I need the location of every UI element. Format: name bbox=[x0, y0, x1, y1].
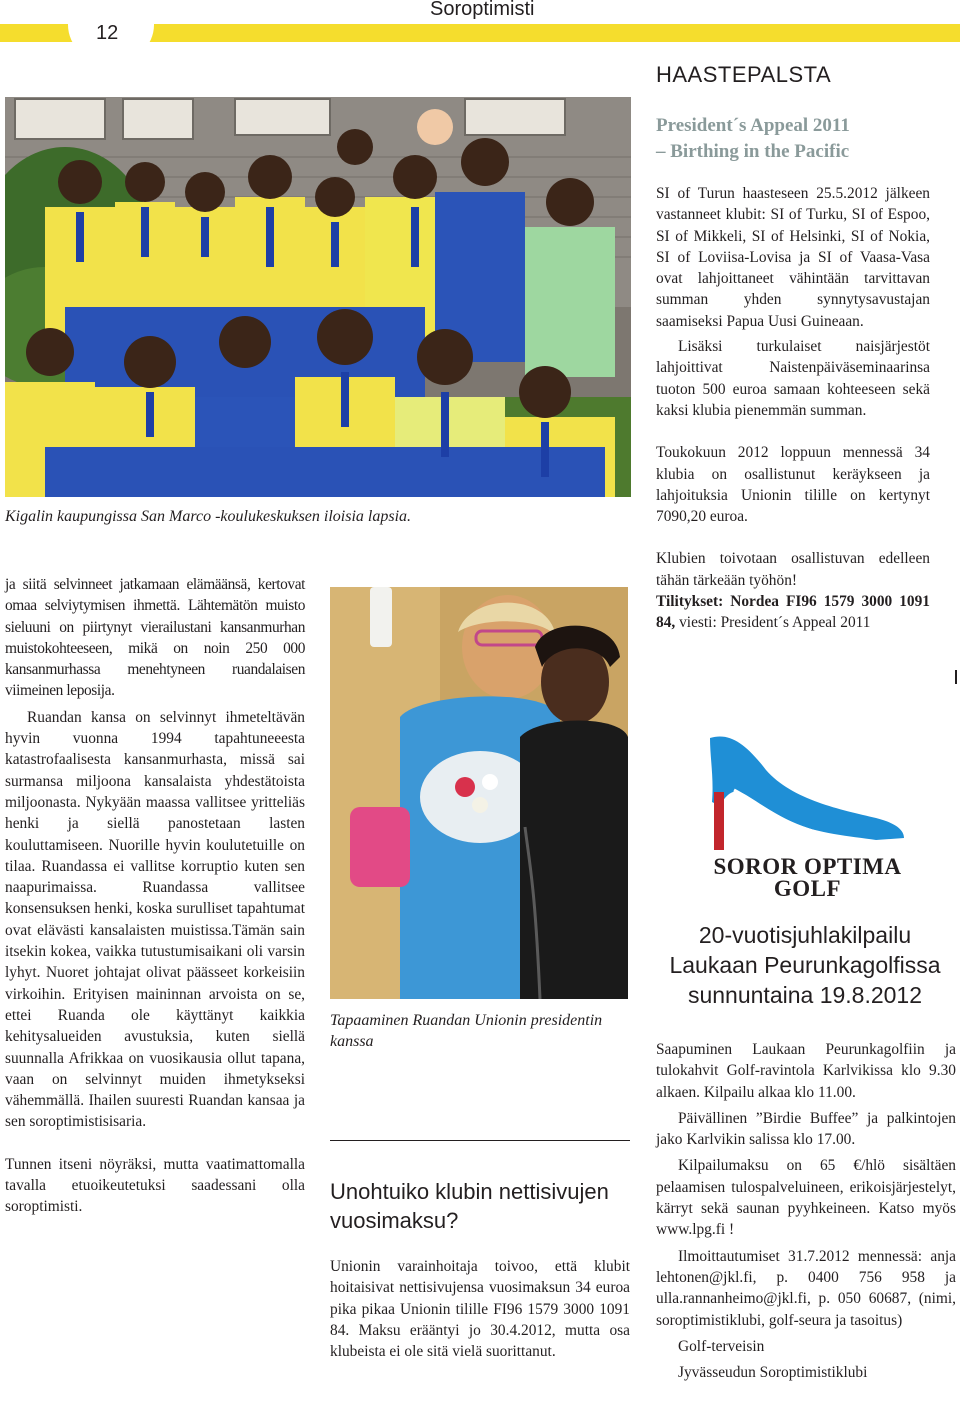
bank-details-bold: Tilitykset: Nordea FI96 1579 3000 1091 84, bbox=[656, 593, 930, 632]
soror-optima-golf-logo bbox=[700, 730, 910, 855]
meeting-photo bbox=[330, 587, 628, 999]
article-left-column bbox=[5, 574, 305, 1218]
event-line2: Laukaan Peurunkagolfissa bbox=[669, 952, 941, 978]
meeting-photo-caption: Tapaaminen Ruandan Unionin presidentin kanssa bbox=[330, 1012, 603, 1050]
haastepalsta-paragraph: Klubien toivotaan osallistuvan edelleen tähän tärkeään työhön! bbox=[656, 550, 930, 589]
golf-paragraph: Päivällinen ”Birdie Buffee” ja palkintojen jako Karlvikin salissa klo 17.00. bbox=[656, 1109, 956, 1149]
golf-body bbox=[656, 1039, 956, 1383]
article-paragraph: Ruandan kansa on selvinnyt ihmeteltävän hyvin vuonna 1994 tapahtuneeesta katastrofaalisesta kansanmurhasta, missä sai surmansa miljoona kansalaista yhdestätoista miljoonasta. Nykyään maassa vallitsee yritteliäs henki ja siellä panostetaan lasten kouluttamiseen. Nuorille hyvin koulutetuille on tilaa. Ruandassa ei vallitse korruptio kuten sen naapurimaissa. Ruandassa vallitsee konsensuksen henki, koska surulliset tapahtumat ovat elävästi kansalaisten muistissa.Tämän sain itsekin kokea, vaikka tutustumisaikani oli varsin lyhyt. Nuoret johtajat olivat päässeet korkeisiin virkoihin. Erityisen maininnan arvoista on se, ettei Ruanda ole käyttänyt kaikkia kehitysalueiden avustuksia, kuten siellä suunnalla Afrikkaa on vuosikausia ollut tapana, vaan on selvinnyt muiden ihmetykseksi vähemmällä. Ihailen suuresti Ruandan kansaa ja sen soroptimistisisaria. bbox=[5, 708, 305, 1131]
divider-line bbox=[330, 1140, 630, 1141]
golf-paragraph: Saapuminen Laukaan Peurunkagolfiin ja tulokahvit Golf-ravintola Karlvikissa klo 9.30 alkaen. Kilpailu alkaa klo 11.00. bbox=[656, 1041, 956, 1101]
appeal-title-line2: – Birthing in the Pacific bbox=[656, 141, 850, 162]
bank-details-message: viesti: President´s Appeal 2011 bbox=[675, 614, 871, 632]
article-paragraph: Tunnen itseni nöyräksi, mutta vaatimattomalla tavalla etuoikeutetuksi saadessani olla soroptimisti. bbox=[5, 1155, 305, 1216]
bank-details bbox=[656, 591, 930, 634]
club-notice-body: Unionin varainhoitaja toivoo, että klubit hoitaisivat nettisivujensa vuosimaksun 34 euroa pika pikaa Unionin tilille FI96 1579 3000 1091 84. Maksu erääntyi jo 30.4.2012, mutta osa klubeista ei ole sitä vielä suorittanut. bbox=[330, 1258, 630, 1361]
golf-signature-2: Jyvässeudun Soroptimistiklubi bbox=[678, 1364, 868, 1382]
logo-line1: SOROR OPTIMA bbox=[713, 854, 902, 879]
top-photo-caption: Kigalin kaupungissa San Marco -koulukeskuksen iloisia lapsia. bbox=[5, 508, 412, 525]
golf-signature-1: Golf-terveisin bbox=[678, 1337, 765, 1355]
section-heading: HAASTEPALSTA bbox=[656, 62, 832, 87]
column-end-mark bbox=[955, 670, 957, 684]
page-number: 12 bbox=[96, 22, 119, 44]
club-notice-heading: Unohtuiko klubin nettisivujen vuosimaksu? bbox=[330, 1179, 609, 1233]
event-line1: 20-vuotisjuhlakilpailu bbox=[698, 922, 912, 948]
haastepalsta-paragraph: Lisäksi turkulaiset naisjärjestöt lahjoittivat Naistenpäiväseminaarinsa tuoton 500 euroa samaan kohteeseen sekä kaksi klubia pienemmän summan. bbox=[656, 338, 930, 419]
logo-text bbox=[705, 856, 910, 900]
high-heel-shoe-icon bbox=[700, 730, 910, 855]
appeal-title-line1: President´s Appeal 2011 bbox=[656, 115, 850, 136]
haastepalsta-body bbox=[656, 183, 930, 634]
golf-paragraph: Kilpailumaksu on 65 €/hlö sisältäen pelaamisen tulospalveluineen, erikoisjärjestelyt, kärryt sekä saunan pyyhkeineen. Katso myös www.lpg.fi ! bbox=[656, 1157, 956, 1239]
article-paragraph: ja siitä selvinneet jatkamaan elämäänsä, kertovat omaa selviytymisen ihmettä. Lähtemätön muisto sieluuni on piirtynyt vierailustani kansanmurhan muistokohteeseen, mikä on noin 250 000 kansanmurhassa menehtyneen ruandalaisen viimeinen leposija. bbox=[5, 576, 305, 700]
schoolchildren-illustration bbox=[5, 97, 631, 497]
event-line3: sunnuntaina 19.8.2012 bbox=[687, 982, 923, 1008]
golf-paragraph: Ilmoittautumiset 31.7.2012 mennessä: anja lehtonen@jkl.fi, p. 0400 756 958 ja ulla.rannanheimo@jkl.fi, p. 050 60687, (nimi, soroptimistiklubi, golf-seura ja tasoitus) bbox=[656, 1247, 956, 1329]
schoolchildren-photo bbox=[5, 97, 631, 497]
appeal-title bbox=[656, 113, 946, 165]
meeting-illustration bbox=[330, 587, 628, 999]
haastepalsta-paragraph: SI of Turun haasteseen 25.5.2012 jälkeen vastanneet klubit: SI of Turku, SI of Espoo, SI of Mikkeli, SI of Helsinki, SI of Nokia, SI of Loviisa-Lovisa ja SI of Vaasa-Vasa ovat lahjoittaneet vähintään tarvittavan summan yhden synnytysavustajan saamiseksi Papua Uusi Guineaan. bbox=[656, 185, 930, 330]
magazine-title: Soroptimisti bbox=[430, 0, 535, 20]
golf-event-title bbox=[650, 920, 960, 1010]
logo-line2: GOLF bbox=[773, 876, 842, 901]
haastepalsta-paragraph: Toukokuun 2012 loppuun mennessä 34 klubia on osallistunut keräykseen ja lahjoituksia Unionin tilille on kertynyt 7090,20 euroa. bbox=[656, 444, 930, 526]
